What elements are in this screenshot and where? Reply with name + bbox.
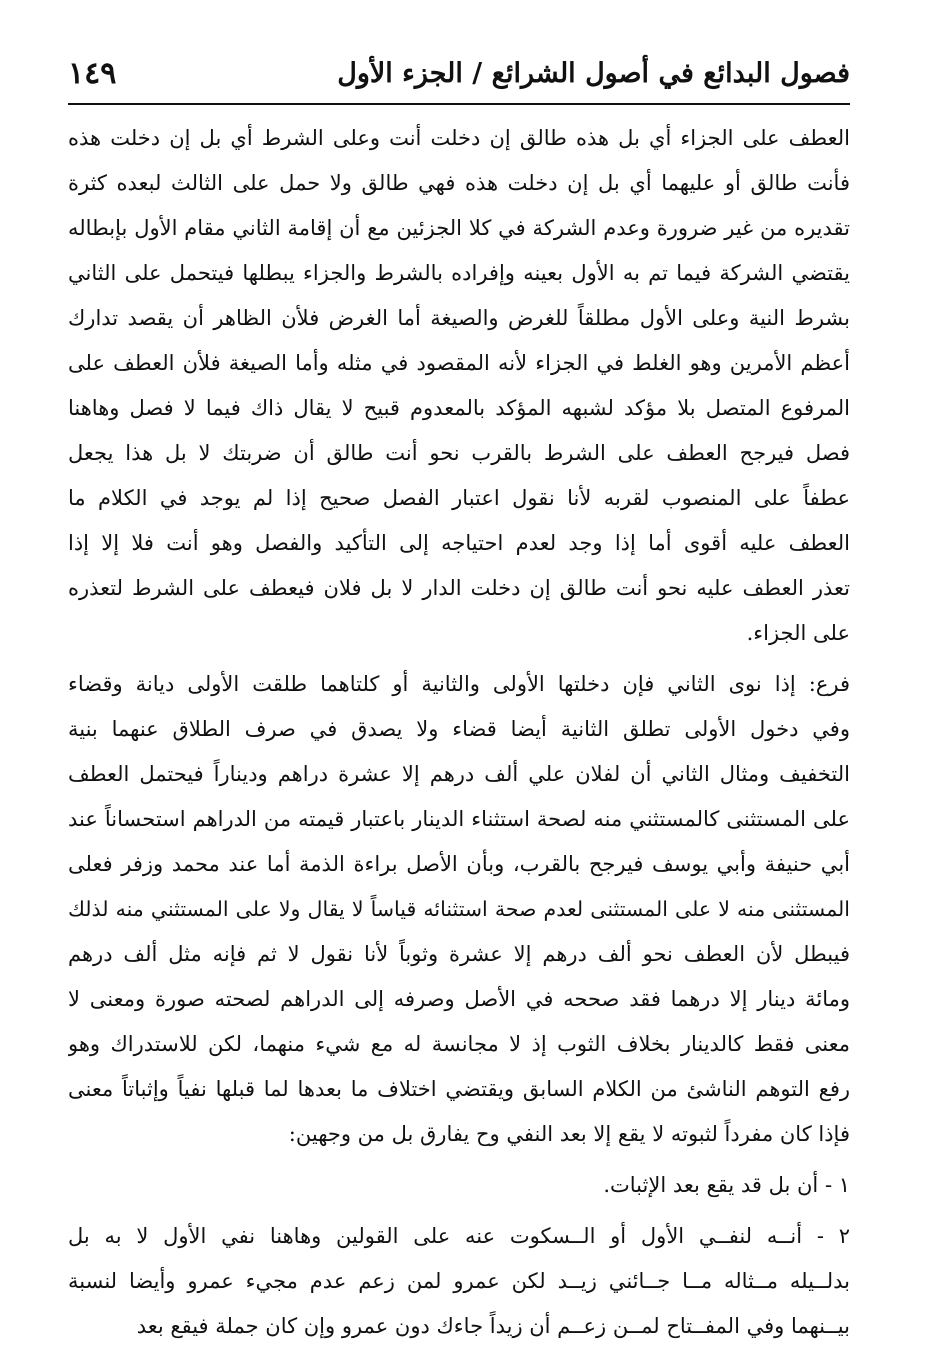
text-line: ١ - أن بل قد يقع بعد الإثبات. <box>603 1173 850 1197</box>
text-line: ٢ - أنــه لنفــي الأول أو الــسكوت عنه على القولين وهاهنا نفي الأول لا به بل <box>68 1224 850 1248</box>
body-text <box>68 116 850 1349</box>
text-line: العطف على الجزاء أي بل هذه طالق إن دخلت أنت وعلى الشرط أي بل إن دخلت هذه <box>68 126 850 150</box>
text-line: فأنت طالق أو عليهما أي بل إن دخلت هذه فهي طالق ولا حمل على الثالث لبعده كثرة <box>68 171 850 195</box>
text-line: التخفيف ومثال الثاني أن لفلان علي ألف درهم إلا عشرة دراهم وديناراً فيحتمل العطف <box>68 762 850 786</box>
header-divider <box>68 103 850 105</box>
text-line: تقديره من غير ضرورة وعدم الشركة في كلا الجزئين مع أن إقامة الثاني مقام الأول بإبطاله <box>68 216 850 240</box>
text-line: أعظم الأمرين وهو الغلط في الجزاء لأنه المقصود في مثله وأما الصيغة فلأن العطف على <box>68 351 850 375</box>
text-line: على الجزاء. <box>746 621 850 645</box>
text-line: فإذا كان مفرداً لثبوته لا يقع إلا بعد النفي وح يفارق بل من وجهين: <box>288 1122 850 1146</box>
text-line: العطف عليه أقوى أما إذا وجد لعدم احتياجه إلى التأكيد والفصل وهو أنت فلا إلا إذا <box>68 531 850 555</box>
page-header <box>68 50 850 100</box>
text-line: رفع التوهم الناشئ من الكلام السابق ويقتضي اختلاف ما بعدها لما قبلها نفياً وإثباتاً معنى <box>68 1077 850 1101</box>
paragraph <box>68 1214 850 1349</box>
text-line: فيبطل لأن العطف نحو ألف درهم إلا عشرة وثوباً لأنا نقول لا ثم فإنه مثل ألف درهم <box>68 942 850 966</box>
text-line: المرفوع المتصل بلا مؤكد لشبهه المؤكد بالمعدوم قبيح لا يقال ذاك فيما لا فصل وهاهنا <box>68 396 850 420</box>
text-line: المستثنى منه لا على المستثنى لعدم صحة استثنائه قياساً لا يقال ولا على المستثني منه لذلك <box>68 897 850 921</box>
text-line: عطفاً على المنصوب لقربه لأنا نقول اعتبار الفصل صحيح إذا لم يوجد في الكلام ما <box>68 486 850 510</box>
text-line: فرع: إذا نوى الثاني فإن دخلتها الأولى والثانية أو كلتاهما طلقت الأولى ديانة وقضاء <box>68 672 850 696</box>
text-line: أبي حنيفة وأبي يوسف فيرجح بالقرب، وبأن الأصل براءة الذمة أما عند محمد وزفر فعلى <box>68 852 850 876</box>
paragraph <box>68 662 850 1157</box>
text-line: على المستثنى كالمستثني منه لصحة استثناء الدينار باعتبار قيمته من الدراهم استحساناً عند <box>68 807 850 831</box>
text-line: بشرط النية وعلى الأول مطلقاً للغرض والصيغة أما الغرض فلأن الظاهر أن يقصد تدارك <box>68 306 850 330</box>
text-line: وفي دخول الأولى تطلق الثانية أيضا قضاء ولا يصدق في صرف الطلاق عنهما بنية <box>68 717 850 741</box>
paragraph <box>68 1163 850 1208</box>
running-title: فصول البدائع في أصول الشرائع / الجزء الأول <box>337 58 850 89</box>
text-line: تعذر العطف عليه نحو أنت طالق إن دخلت الدار لا بل فلان فيعطف على الشرط لتعذره <box>68 576 850 600</box>
text-line: بدلــيله مــثاله مــا جــائني زيــد لكن عمرو لمن زعم عدم مجيء عمرو وأيضا لنسبة <box>68 1269 850 1293</box>
paragraph <box>68 116 850 656</box>
text-line: ومائة دينار إلا درهما فقد صححه في الأصل وصرفه إلى الدراهم لصحته صورة ومعنى لا <box>68 987 850 1011</box>
text-line: بيــنهما وفي المفــتاح لمــن زعــم أن زيداً جاءك دون عمرو وإن كان جملة فيقع بعد <box>136 1314 850 1338</box>
page-number: ١٤٩ <box>68 56 117 91</box>
text-line: معنى فقط كالدينار بخلاف الثوب إذ لا مجانسة له مع شيء منهما، لكن للاستدراك وهو <box>68 1032 850 1056</box>
text-line: يقتضي الشركة فيما تم به الأول بعينه وإفراده بالشرط والجزاء يبطلها فيتحمل على الثاني <box>68 261 850 285</box>
text-line: فصل فيرجح العطف على الشرط بالقرب نحو أنت طالق أن ضربتك لا بل هذا يجعل <box>68 441 850 465</box>
